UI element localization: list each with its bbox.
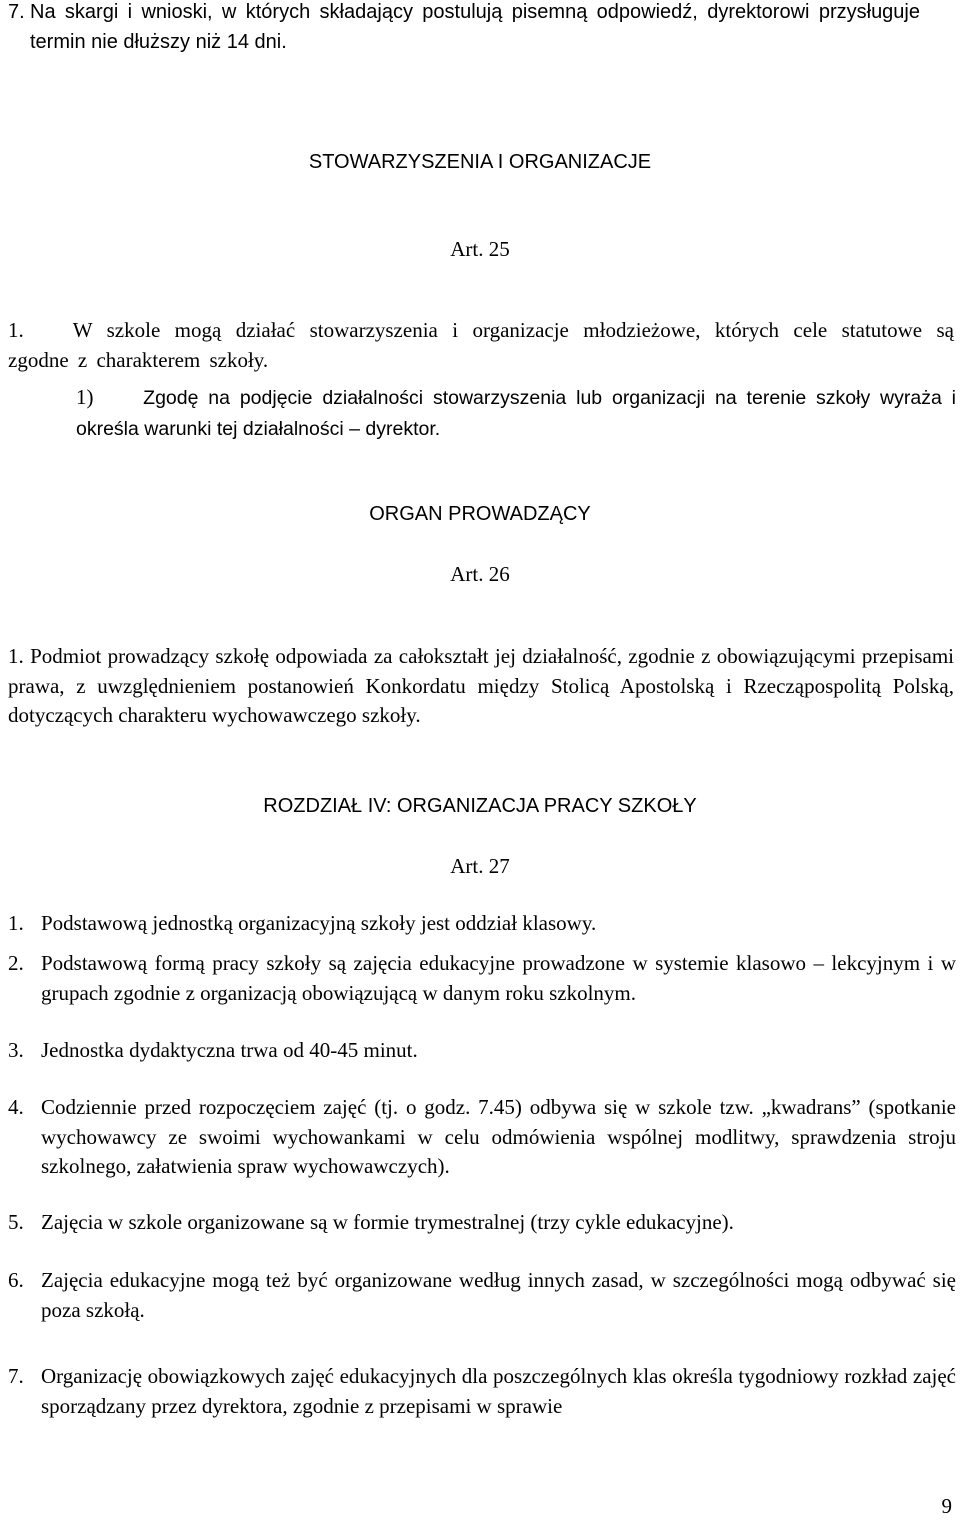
list-number: 1. <box>8 911 24 935</box>
section-heading: STOWARZYSZENIA I ORGANIZACJE <box>308 151 652 173</box>
list-item-text: Podstawową jednostką organizacyjną szkoły jest oddział klasowy. <box>41 911 597 935</box>
list-number: 3. <box>8 1038 24 1062</box>
list-item-text: Podstawową formą pracy szkoły są zajęcia edukacyjne prowadzone w systemie klasowo – lekcyjnym i w grupach zgodnie z organizacją obowiązującą w danym roku szkolnym. <box>41 951 956 1005</box>
item-text: Na skargi i wnioski, w których składający postulują pisemną odpowiedź, dyrektorowi przysługuje termin nie dłuższy niż 14 dni. <box>30 1 920 53</box>
chapter-heading: ROZDZIAŁ IV: ORGANIZACJA PRACY SZKOŁY <box>263 795 697 817</box>
paragraph-text: W szkole mogą działać stowarzyszenia i organizacje młodzieżowe, których cele statutowe są zgodne z charakterem szkoły. <box>8 318 954 372</box>
list-item-text: Codziennie przed rozpoczęciem zajęć (tj. o godz. 7.45) odbywa się w szkole tzw. „kwadrans” (spotkanie wychowawcy ze swoimi wychowankami w celu odmówienia wspólnej modlitwy, sprawdzenia stroju szkolnego, załatwienia spraw wychowawczych). <box>41 1095 956 1178</box>
page-number: 9 <box>941 1494 952 1518</box>
subitem-text: Zgodę na podjęcie działalności stowarzyszenia lub organizacji na terenie szkoły wyraża i określa warunki tej działalności – dyrektor. <box>76 387 956 440</box>
list-number: 2. <box>8 951 24 975</box>
article-label: Art. 25 <box>450 237 510 261</box>
list-number: 6. <box>8 1268 24 1292</box>
paragraph-number: 1. <box>8 318 24 342</box>
list-number: 7. <box>8 1364 24 1388</box>
section-heading: ORGAN PROWADZĄCY <box>369 503 591 525</box>
article-label: Art. 27 <box>450 854 510 878</box>
list-item-text: Zajęcia edukacyjne mogą też być organizowane według innych zasad, w szczególności mogą odbywać się poza szkołą. <box>41 1268 956 1322</box>
list-item-text: Zajęcia w szkole organizowane są w formie trymestralnej (trzy cykle edukacyjne). <box>41 1210 734 1234</box>
item-number: 7. <box>8 1 25 23</box>
list-number: 5. <box>8 1210 24 1234</box>
list-item-text: Jednostka dydaktyczna trwa od 40-45 minut. <box>41 1038 418 1062</box>
subitem-number: 1) <box>76 385 94 409</box>
paragraph-text: 1. Podmiot prowadzący szkołę odpowiada za całokształt jej działalność, zgodnie z obowiązującymi przepisami prawa, z uwzględnieniem postanowień Konkordatu między Stolicą Apostolską i Rzecząpospolitą Polską, dotyczących charakteru wychowawczego szkoły. <box>8 644 955 727</box>
list-number: 4. <box>8 1095 24 1119</box>
article-label: Art. 26 <box>450 562 510 586</box>
list-item-text: Organizację obowiązkowych zajęć edukacyjnych dla poszczególnych klas określa tygodniowy rozkład zajęć sporządzany przez dyrektora, zgodnie z przepisami w sprawie <box>41 1364 956 1418</box>
